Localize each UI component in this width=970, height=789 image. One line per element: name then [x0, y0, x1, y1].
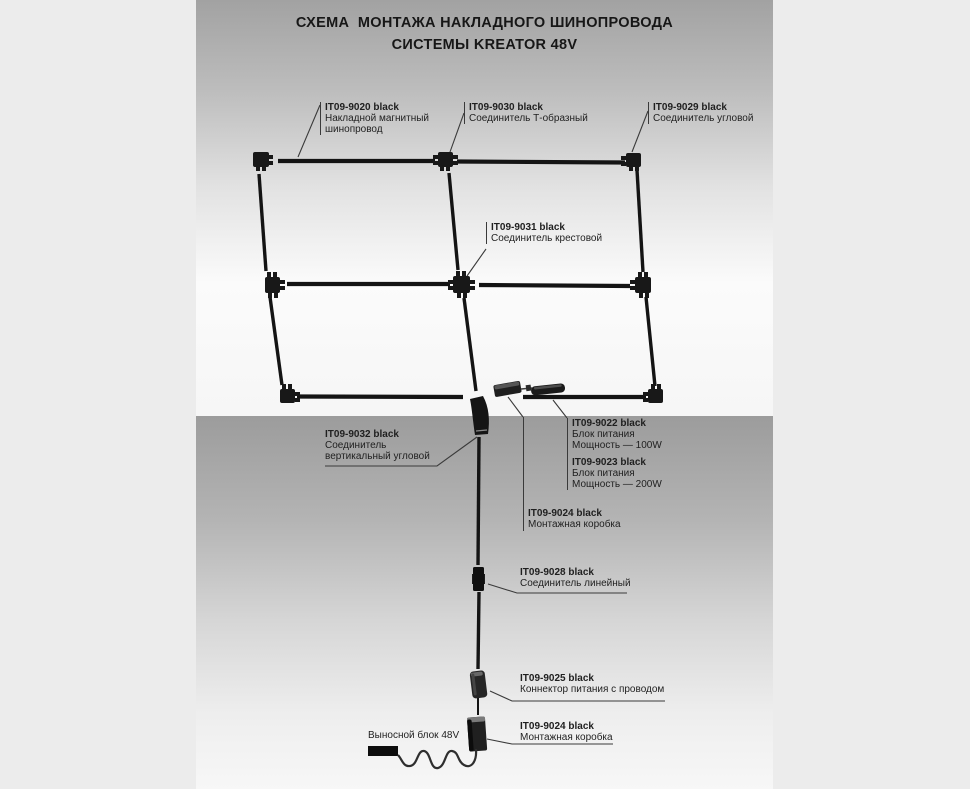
label-mounting-box-top-code: IT09-9024 black	[528, 508, 602, 519]
label-remote-block-text: Выносной блок 48V	[368, 730, 460, 741]
label-t-connector-desc: Соединитель Т-образный	[469, 113, 588, 124]
t-connector-top	[433, 152, 458, 171]
label-psu-100-desc2: Мощность — 100W	[572, 440, 662, 451]
label-remote-block	[368, 730, 459, 741]
mounting-box-bottom-component	[467, 716, 487, 751]
label-t-connector-code: IT09-9030 black	[469, 102, 543, 113]
vertical-corner-connector-component	[470, 396, 489, 435]
label-corner-connector-desc: Соединитель угловой	[653, 113, 754, 124]
label-vertical-corner-code: IT09-9032 black	[325, 429, 399, 440]
label-corner-connector	[648, 102, 753, 124]
label-psu-200-desc2: Мощность — 200W	[572, 479, 662, 490]
title-line-2: СИСТЕМЫ KREATOR 48V	[391, 37, 578, 53]
label-vertical-corner-connector	[325, 429, 430, 462]
label-vertical-corner-desc1: Соединитель	[325, 440, 387, 451]
label-corner-connector-code: IT09-9029 black	[653, 102, 727, 113]
power-supply-component	[531, 383, 566, 396]
label-cross-connector	[486, 222, 602, 244]
label-track-code: IT09-9020 black	[325, 102, 399, 113]
mounting-box-top-component	[493, 381, 522, 398]
diagram-stage	[196, 0, 773, 789]
corner-connector-bottom-right	[643, 384, 663, 403]
power-connector-component	[469, 670, 487, 699]
cross-connector	[448, 271, 475, 298]
label-track-desc1: Накладной магнитный	[325, 113, 430, 124]
title-line-1: СХЕМА МОНТАЖА НАКЛАДНОГО ШИНОПРОВОДА	[295, 15, 674, 31]
diagram-title	[196, 12, 773, 56]
label-cross-connector-desc: Соединитель крестовой	[491, 233, 603, 244]
label-linear-connector-code: IT09-9028 black	[520, 567, 594, 578]
t-connector-left	[265, 272, 285, 298]
label-mounting-box-top-text	[528, 508, 621, 531]
label-psu-100-code: IT09-9022 black	[572, 418, 646, 429]
label-vertical-corner-desc2: вертикальный угловой	[325, 451, 430, 462]
label-mounting-box-bottom-code: IT09-9024 black	[520, 721, 594, 732]
label-t-connector	[464, 102, 588, 124]
label-power-connector-code: IT09-9025 black	[520, 673, 594, 684]
label-psu-200-code: IT09-9023 black	[572, 457, 646, 468]
label-mounting-box-bottom-desc: Монтажная коробка	[520, 732, 613, 743]
corner-connector-bottom-left	[280, 384, 300, 403]
psu-link-cable	[521, 385, 532, 392]
label-track-desc2: шинопровод	[325, 124, 383, 135]
remote-block-component	[368, 746, 398, 756]
corner-connector-top-right	[621, 153, 641, 171]
label-linear-connector	[520, 567, 631, 589]
linear-connector-component	[472, 567, 485, 591]
label-mounting-box-bottom	[520, 721, 613, 743]
label-mounting-box-top-desc: Монтажная коробка	[528, 519, 621, 530]
label-psu-100-desc1: Блок питания	[572, 429, 635, 440]
corner-connector-top-left	[253, 152, 273, 171]
label-cross-connector-code: IT09-9031 black	[491, 222, 565, 233]
label-psu-200-desc1: Блок питания	[572, 468, 635, 479]
label-track	[320, 102, 429, 135]
t-connector-right	[630, 272, 651, 298]
label-power-connector-desc: Коннектор питания с проводом	[520, 684, 665, 695]
label-mounting-box-top	[523, 417, 621, 531]
power-cord-wire	[398, 749, 476, 768]
label-linear-connector-desc: Соединитель линейный	[520, 578, 631, 589]
label-power-connector	[520, 673, 664, 695]
